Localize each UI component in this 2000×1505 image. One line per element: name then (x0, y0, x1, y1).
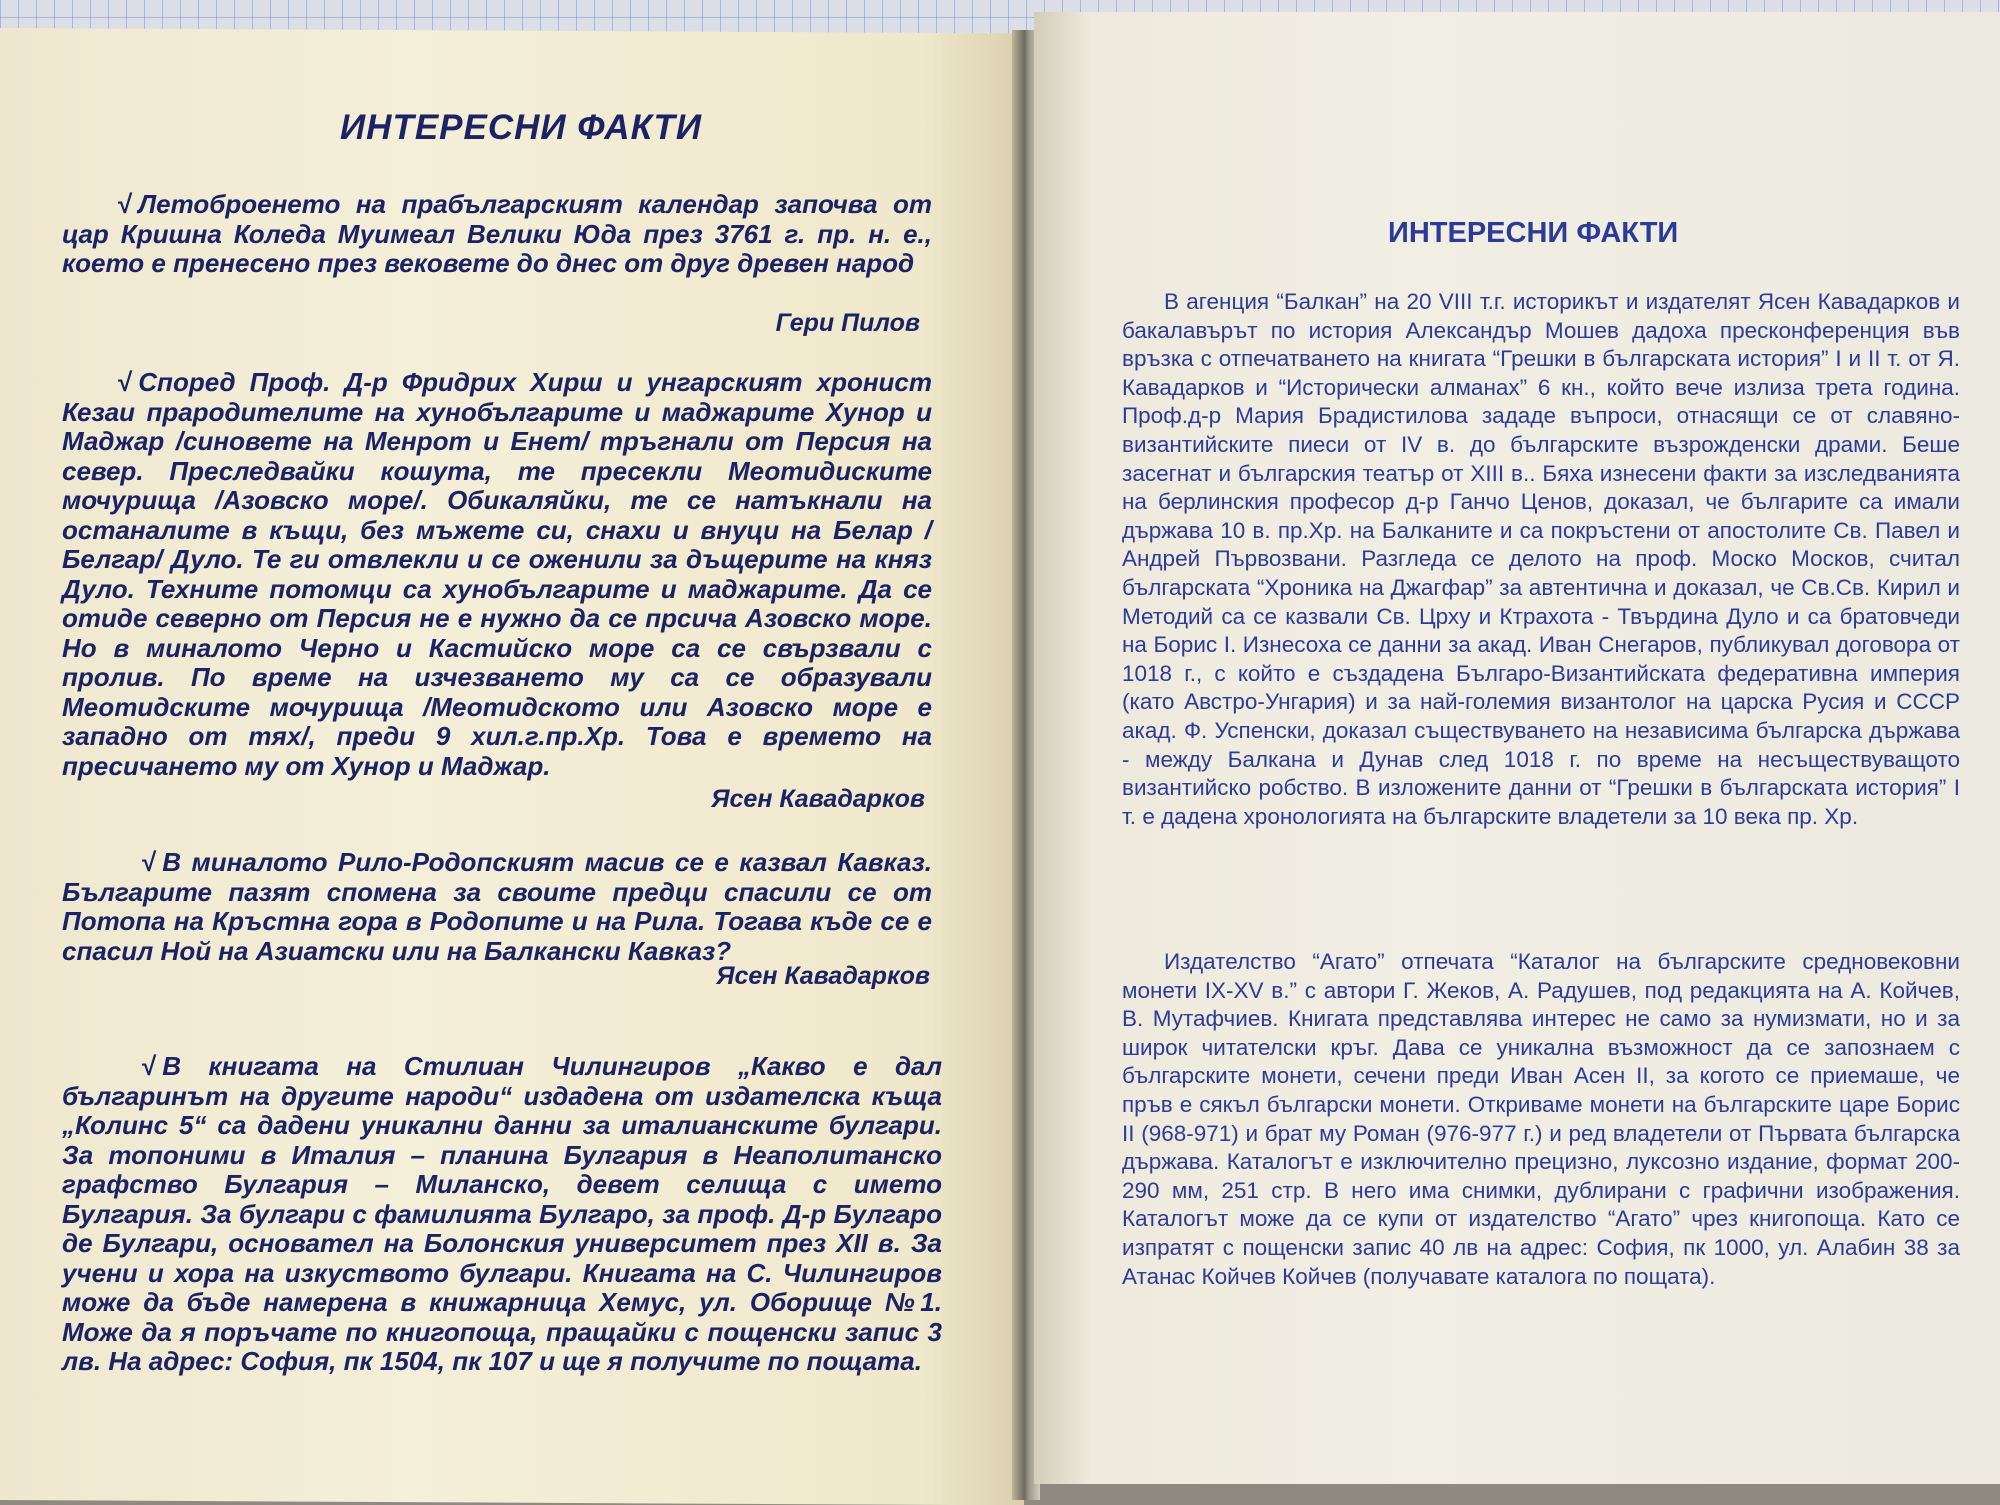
fact-item (62, 190, 932, 279)
check-mark-icon: √ (142, 1051, 157, 1081)
fact-author: Гери Пилов (775, 309, 920, 337)
fact-text: В книгата на Стилиан Чилингиров „Какво е дал българинът на другите народи“ издадена от издателска къща „Колинс 5“ са дадени уникални данни за италианските булгари. За топоними в Италия – планина Булгария в Неаполитанско графство Булгария – Миланско, девет селища с името Булгария. За булгари с фамилията Булгаро, за проф. Д-р Булгаро де Булгари, основател на Болонския университет през XII в. За учени и хора на изкуството булгари. Книгата на С. Чилингиров може да бъде намерена в книжарница Хемус, ул. Оборище №1. Може да я поръчате по книгопоща, пращайки с пощенски запис 3 лв. На адрес: София, пк 1504, пк 107 и ще я получите по пощата. (62, 1051, 942, 1376)
fact-author: Ясен Кавадарков (711, 785, 925, 813)
fact-text: Според Проф. Д-р Фридрих Хирш и унгарският хронист Кезаи прародителите на хунобългарите и маджарите Хунор и Маджар /синовете на Менрот и Енет/ тръгнали от Персия на север. Преследвайки кошута, те пресекли Меотидиските мочурища /Азовско море/. Обикаляйки, те се натъкнали на останалите в къщи, без мъжете си, снахи и внуци на Белар / Белгар/ Дуло. Те ги отвлекли и се оженили за дъщерите на княз Дуло. Техните потомци са хунобългарите и маджарите. Да се отиде северно от Персия не е нужно да се прсича Азовско море. Но в миналото Черно и Кастийско море са се свързвали с пролив. По време на изчезването му са се образували Меотидските мочурища /Меотидското или Азовско море е западно от тях/, преди 9 хил.г.пр.Хр. Това е времето на пресичането му от Хунор и Маджар. (62, 367, 932, 781)
fact-author: Ясен Кавадарков (716, 962, 930, 990)
fact-text: В миналото Рило-Родопският масив се е казвал Кавказ. Българите пазят спомена за своите предци спасили се от Потопа на Кръстна гора в Родопите и на Рила. Тогава къде се е спасил Ной на Азиатски или на Балкански Кавказ? (62, 847, 932, 966)
left-page-title: ИНТЕРЕСНИ ФАКТИ (340, 108, 703, 147)
right-page-title: ИНТЕРЕСНИ ФАКТИ (1388, 217, 1679, 249)
article-paragraph: В агенция “Балкан” на 20 VIII т.г. историкът и издателят Ясен Кавадарков и бакалавърът по история Александър Мошев дадоха пресконференция във връзка с отпечатването на книгата “Грешки в българската история” I и II т. от Я. Кавадарков и “Исторически алманах” 6 кн., който вече излиза трета година. Проф.д-р Мария Брадистилова зададе въпроси, отнасящи се от славяно-византийските пиеси от IV в. до българските възрожденски драми. Беше засегнат и българския театър от XIII в.. Бяха изнесени факти за изследванията на берлинския професор д-р Ганчо Ценов, доказал, че българите са имали държава 10 в. пр.Хр. на Балканите и са покръстени от апостолите Св. Павел и Андрей Първозвани. Разгледа се делото на проф. Моско Москов, считал българската “Хроника на Джагфар” за автентична и доказал, че Св.Св. Кирил и Методий са се казвали Св. Црху и Ктрахота - Твърдина Дуло и са братовчеди на Борис I. Изнесоха се данни за акад. Иван Снегаров, публикувал договора от 1018 г., с който е създадена Българо-Византийската федеративна империя (като Австро-Унгария) и за най-големия византолог на царска Русия и СССР акад. Ф. Успенски, доказал съществуването на независима българска държава - между Балкана и Дунав след 1018 г. по време на несъществуващото византийско робство. В изложените данни от “Грешки в българската история” I т. е дадена хронологията на българските владетели за 10 века пр. Хр. (1122, 289, 1960, 829)
fact-item (62, 848, 932, 966)
article-paragraph: Издателство “Агато” отпечата “Каталог на българските средновековни монети IX-XV в.” с автори Г. Жеков, А. Радушев, под редакцията на А. Койчев, В. Мутафчиев. Книгата представлява интерес не само за нумизмати, но и за широк читателски кръг. Дава се уникална възможност да се запознаем с българските монети, сечени преди Иван Асен II, за когото се приемаше, че пръв е сякъл български монети. Откриваме монети на българските царе Борис II (968-971) и брат му Роман (976-977 г.) и ред владетели от Първата българска държава. Каталогът е изключително прецизно, луксозно издание, формат 200-290 мм, 251 стр. В него има снимки, дублирани с графични изображения. Каталогът може да се купи от издателство “Агато” чрез книгопоща. Като се изпратят с пощенски запис 40 лв на адрес: София, пк 1000, ул. Алабин 38 за Атанас Койчев Койчев (получавате каталога по пощата). (1122, 949, 1960, 1289)
fact-item (62, 1052, 942, 1377)
check-mark-icon: √ (142, 847, 157, 877)
check-mark-icon: √ (118, 189, 133, 219)
fact-text: Летоброенето на прабългарският календар започва от цар Кришна Коледа Муимеал Велики Юда през 3761 г. пр. н. е., което е пренесено през вековете до днес от друг древен народ (62, 189, 932, 278)
fact-item (62, 368, 932, 781)
check-mark-icon: √ (118, 367, 133, 397)
